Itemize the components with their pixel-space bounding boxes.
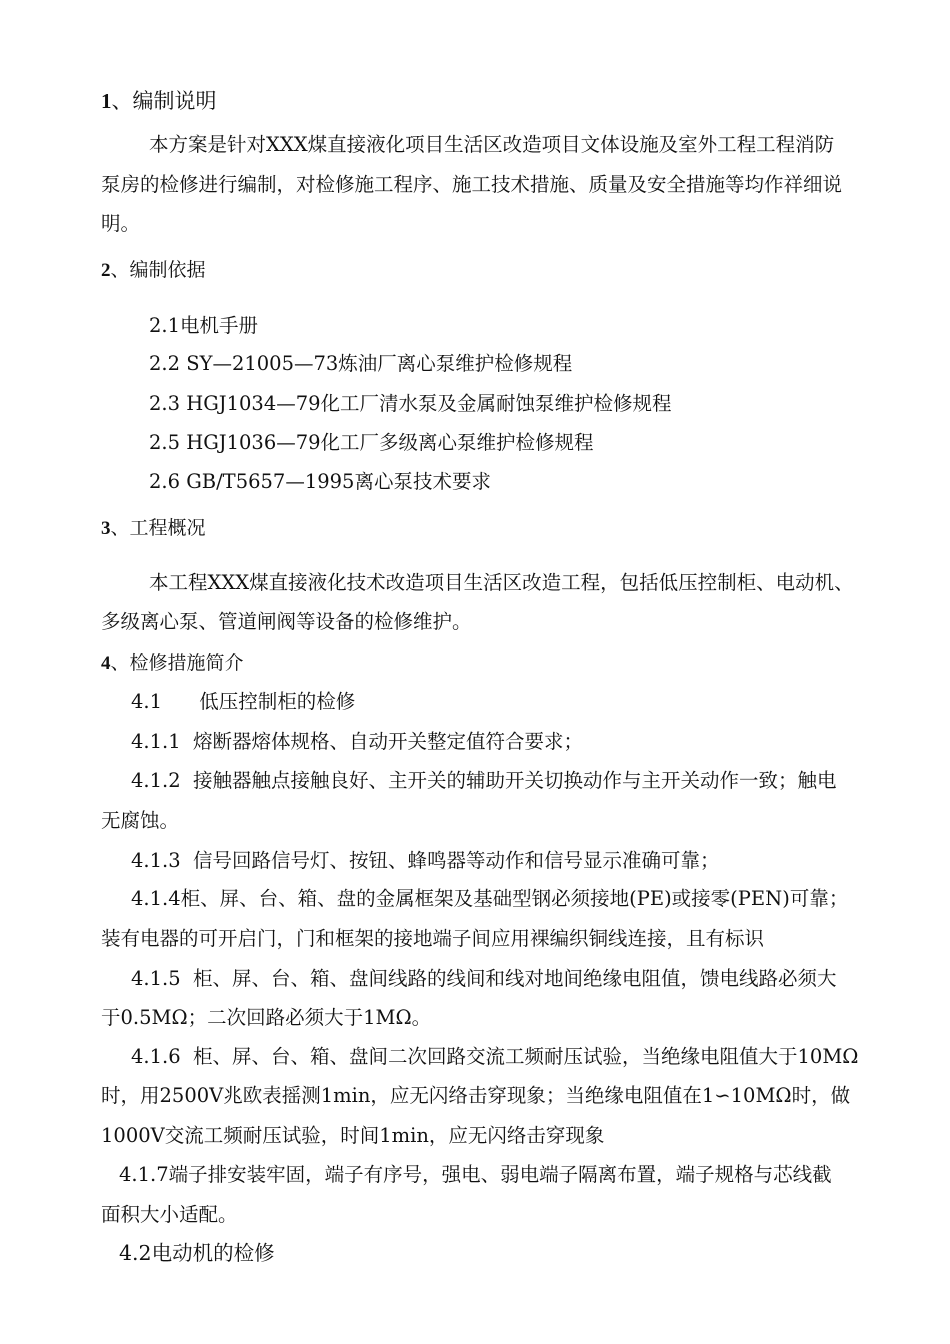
clause-line: 于0.5MΩ；二次回路必须大于1MΩ。 [101,1006,432,1029]
clause-line: 4.1.5 柜、屏、台、箱、盘间线路的线间和线对地间绝缘电阻值，馈电线路必须大 [131,967,837,990]
heading-3 [101,515,206,542]
reference-item: 2.6 GB/T5657—1995离心泵技术要求 [149,470,491,493]
paragraph-line: 明。 [101,212,141,235]
paragraph-line: 本方案是针对XXX煤直接液化项目生活区改造项目文体设施及室外工程工程消防 [149,133,835,156]
reference-item: 2.3 HGJ1034—79化工厂清水泵及金属耐蚀泵维护检修规程 [149,392,672,415]
paragraph-line: 本工程XXX煤直接液化技术改造项目生活区改造工程，包括低压控制柜、电动机、 [149,571,854,594]
subsection-heading: 4.2电动机的检修 [119,1241,275,1265]
subsection-heading: 4.1 低压控制柜的检修 [131,690,356,713]
heading-4 [101,650,244,677]
paragraph-line: 泵房的检修进行编制，对检修施工程序、施工技术措施、质量及安全措施等均作祥细说 [101,173,843,196]
heading-3-title: 、工程概况 [110,517,206,539]
reference-item: 2.1电机手册 [149,314,259,337]
clause-line: 面积大小适配。 [101,1203,238,1226]
clause-line: 1000V交流工频耐压试验，时间1min，应无闪络击穿现象 [101,1124,605,1147]
heading-1-title: 、编制说明 [111,89,217,113]
clause-line: 4.1.7端子排安装牢固，端子有序号，强电、弱电端子隔离布置，端子规格与芯线截 [119,1163,832,1186]
heading-1 [101,88,217,114]
clause-line: 4.1.4柜、屏、台、箱、盘的金属框架及基础型钢必须接地(PE)或接零(PEN)可靠； [131,887,849,910]
clause-line: 4.1.6 柜、屏、台、箱、盘间二次回路交流工频耐压试验，当绝缘电阻值大于10MΩ [131,1045,859,1068]
clause-line: 4.1.1 熔断器熔体规格、自动开关整定值符合要求； [131,730,584,753]
heading-2-title: 、编制依据 [110,259,206,281]
heading-4-title: 、检修措施简介 [110,652,244,674]
paragraph-line: 多级离心泵、管道闸阀等设备的检修维护。 [101,610,472,633]
reference-item: 2.5 HGJ1036—79化工厂多级离心泵维护检修规程 [149,431,594,454]
reference-item: 2.2 SY—21005—73炼油厂离心泵维护检修规程 [149,352,573,375]
clause-line: 无腐蚀。 [101,809,180,832]
heading-4-number: 4 [101,653,111,674]
heading-3-number: 3 [101,518,111,539]
heading-2 [101,257,206,284]
clause-line: 4.1.2 接触器触点接触良好、主开关的辅助开关切换动作与主开关动作一致；触电 [131,769,837,792]
heading-2-number: 2 [101,260,111,281]
clause-line: 装有电器的可开启门，门和框架的接地端子间应用裸编织铜线连接，且有标识 [101,927,765,950]
clause-line: 4.1.3 信号回路信号灯、按钮、蜂鸣器等动作和信号显示准确可靠； [131,849,720,872]
heading-1-number: 1 [101,89,112,113]
clause-line: 时，用2500V兆欧表摇测1min，应无闪络击穿现象；当绝缘电阻值在1∽10MΩ时，做 [101,1084,851,1107]
